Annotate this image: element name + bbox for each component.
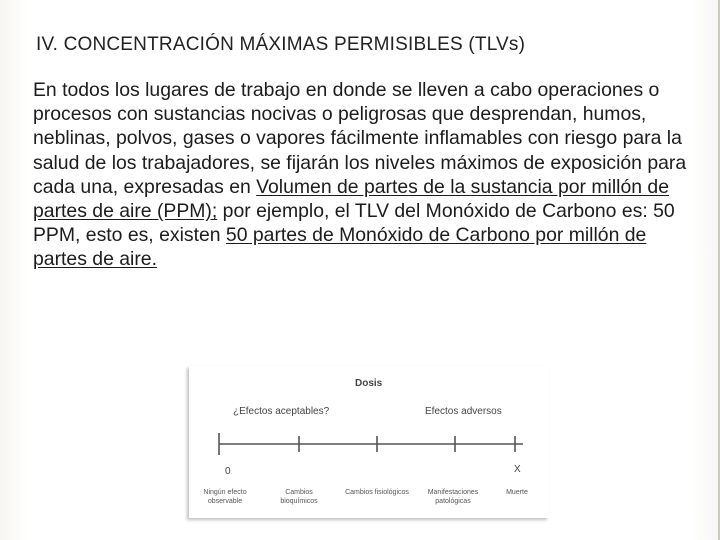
stage-label-4: Manifestaciones patológicas [427, 489, 479, 505]
stage-label-2: Cambios bioquímicos [280, 489, 318, 505]
stage-label-5: Muerte [506, 489, 528, 496]
body-underlined-part-2: 50 partes de Monóxido de Carbono por millón de partes de aire. [33, 224, 647, 271]
axis-end-label: X [514, 464, 521, 475]
body-text-part-1: En todos los lugares de trabajo en donde se lleven a cabo operaciones o procesos con sustancias nocivas o peligrosas que desprendan, humos, neblinas, polvos, gases o vapores fácilmente inflamables con riesgo para la salud de los trabajadores, se fijarán los niveles máximos de exposición para cada una, expresadas en [33, 79, 687, 198]
stage-label-3: Cambios fisiológicos [345, 489, 409, 496]
dose-effect-diagram [189, 366, 549, 518]
slide-body [33, 78, 688, 272]
diagram-heading: Dosis [355, 378, 383, 389]
slide-title: IV. CONCENTRACIÓN MÁXIMAS PERMISIBLES (TLVs) [36, 34, 526, 55]
stage-label-1: Ningún efecto observable [203, 489, 247, 505]
diagram-right-caption: Efectos adversos [425, 406, 502, 417]
axis-start-label: 0 [225, 466, 231, 477]
body-text-part-2: por ejemplo, el TLV del Monóxido de Carbono es: 50 PPM, esto es, existen [33, 200, 675, 247]
diagram-left-caption: ¿Efectos aceptables? [233, 406, 330, 417]
body-underlined-part-1: Volumen de partes de la sustancia por millón de partes de aire (PPM); [33, 175, 669, 223]
